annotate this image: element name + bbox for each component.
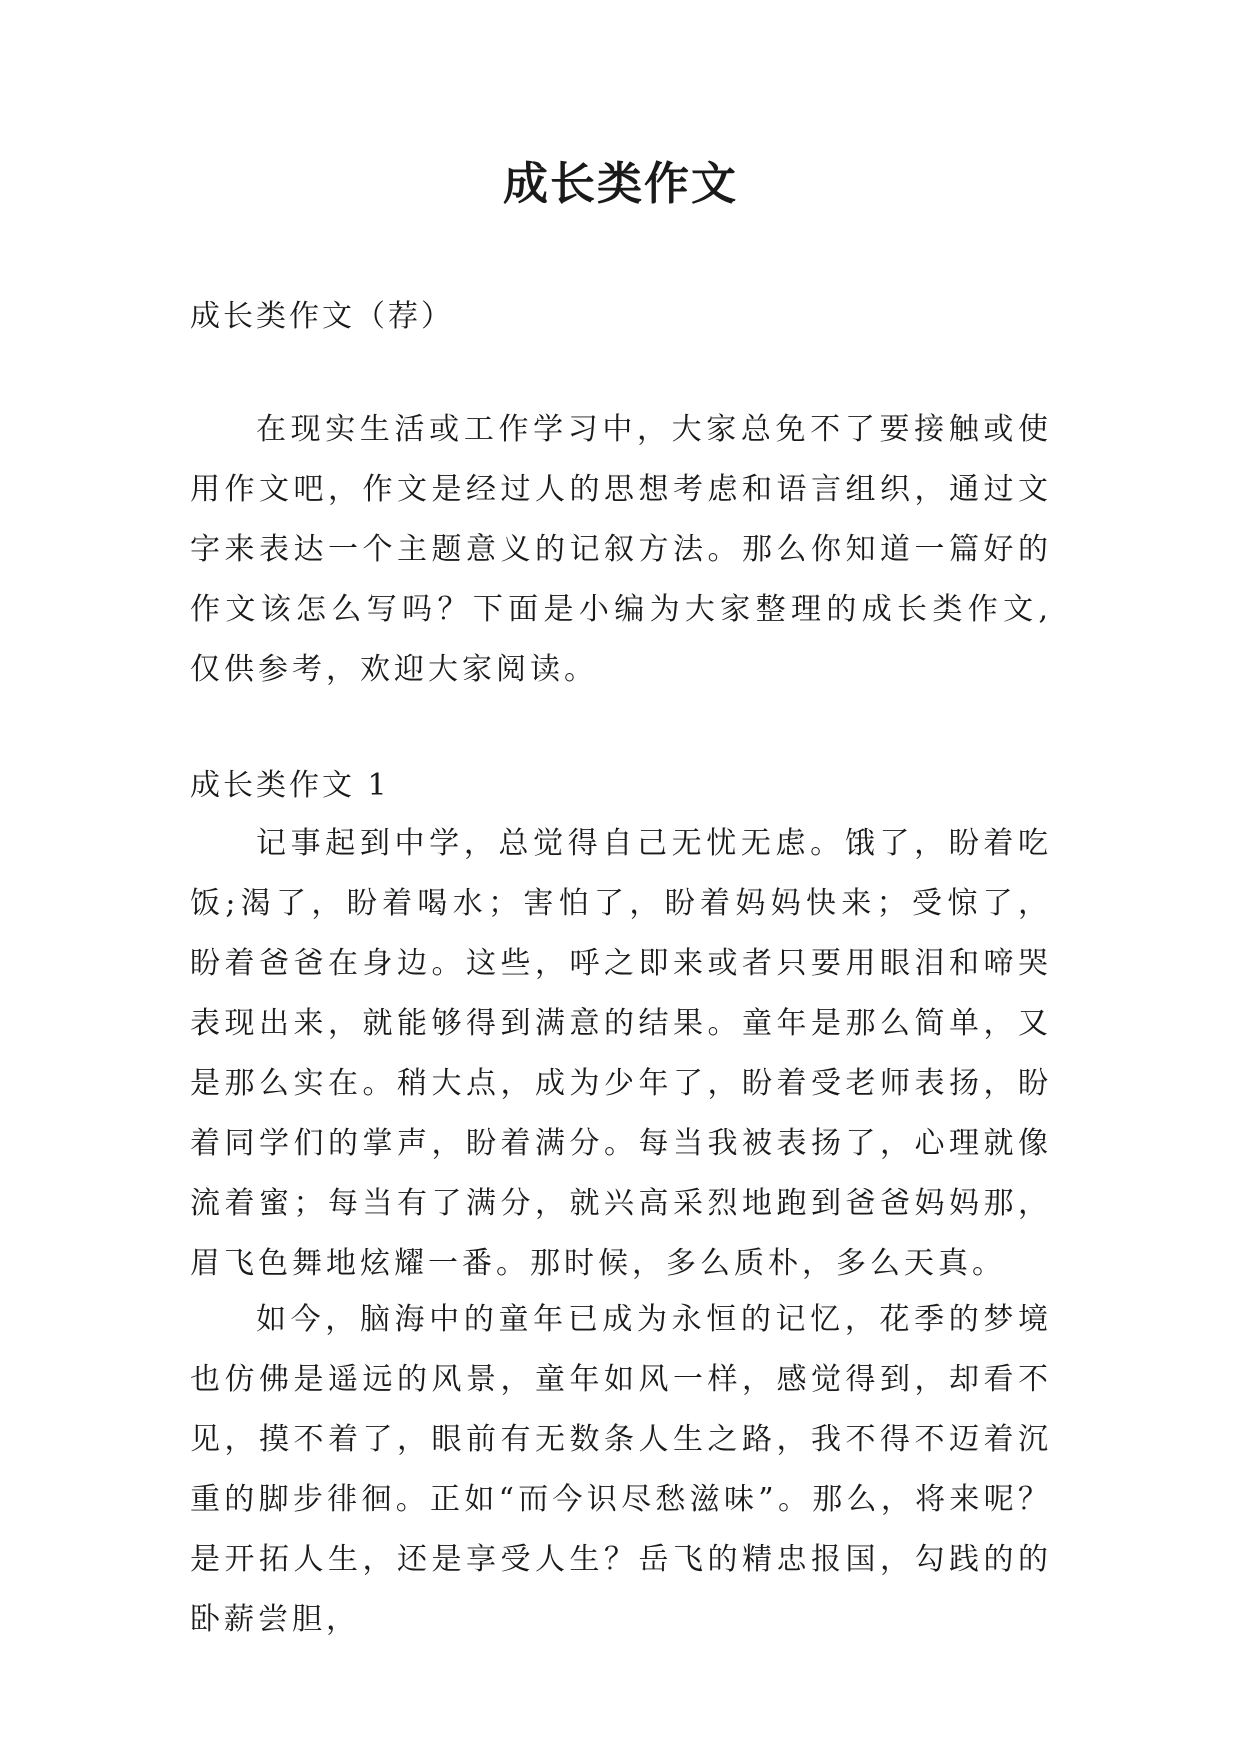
essay-paragraph: 记事起到中学，总觉得自己无忧无虑。饿了，盼着吃饭;渴了，盼着喝水；害怕了，盼着妈妈快来；受惊了，盼着爸爸在身边。这些，呼之即来或者只要用眼泪和啼哭表现出来，就能够得到满意的结果。童年是那么简单，又是那么实在。稍大点，成为少年了，盼着受老师表扬，盼着同学们的掌声，盼着满分。每当我被表扬了，心理就像流着蜜；每当有了满分，就兴高采烈地跑到爸爸妈妈那，眉飞色舞地炫耀一番。那时候，多么质朴，多么天真。 xyxy=(190,826,1052,1281)
document-subtitle: 成长类作文（荐） xyxy=(190,299,454,334)
intro-paragraph: 在现实生活或工作学习中，大家总免不了要接触或使用作文吧，作文是经过人的思想考虑和语言组织，通过文字来表达一个主题意义的记叙方法。那么你知道一篇好的作文该怎么写吗？下面是小编为大家整理的成长类作文,仅供参考，欢迎大家阅读。 xyxy=(190,412,1052,687)
document-title: 成长类作文 xyxy=(502,157,738,210)
essay-paragraph: 如今，脑海中的童年已成为永恒的记忆，花季的梦境也仿佛是遥远的风景，童年如风一样，感觉得到，却看不见，摸不着了，眼前有无数条人生之路，我不得不迈着沉重的脚步徘徊。正如“而今识尽愁滋味”。那么，将来呢？是开拓人生，还是享受人生？岳飞的精忠报国，勾践的的卧薪尝胆， xyxy=(190,1302,1052,1637)
essay-heading: 成长类作文 1 xyxy=(190,768,390,803)
